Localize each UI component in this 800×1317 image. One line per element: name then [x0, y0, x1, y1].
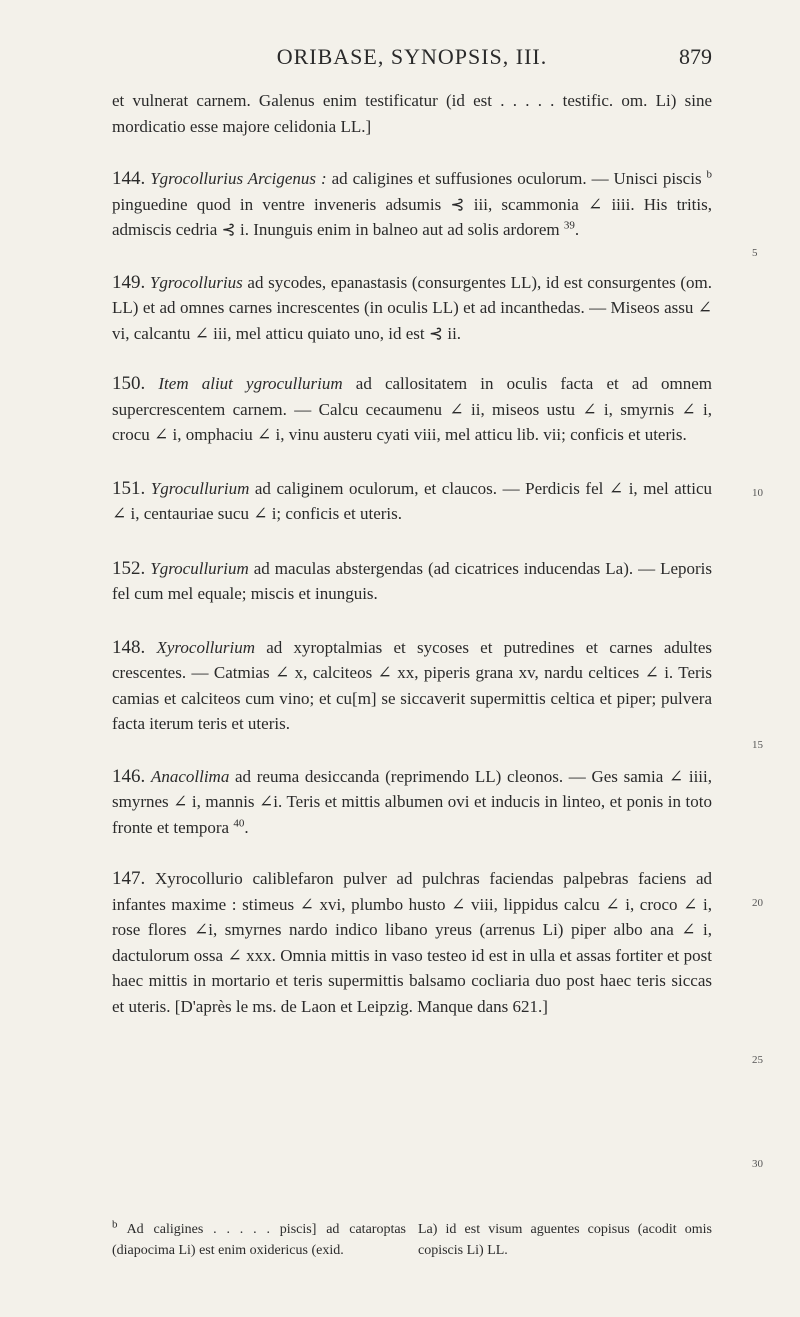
paragraph-text: Xyrocollurio caliblefaron pulver ad pulchras faciendas palpebras faciens ad infantes maxime : stimeus ∠ xvi, plumbo husto ∠ viii, lippidus calcu ∠ i, croco ∠ i, rose flores ∠i, smyrnes nardo indico libano yreus (arrenus Li) piper albo ana ∠ i, dactulorum ossa ∠ xxx. Omnia mittis in vaso testeo id est in ulla et assas fortiter et post haec mittis in mortario et teris supermittis balsamo cocliaria duo post haec teris siccas et uteris. [D'après le ms. de Laon et Leipzig. Manque dans 621.]	[112, 869, 712, 1016]
paragraph-continuation	[112, 88, 712, 139]
note-reference: 40	[233, 816, 245, 829]
recipe-title: Ygrocollurius Arcigenus :	[150, 169, 327, 188]
footnote-column	[112, 1219, 406, 1261]
paragraph-number: 148.	[112, 636, 146, 658]
footnote-text: Ad caligines . . . . . piscis] ad cataroptas (diapocima Li) est enim oxidericus (exid.	[112, 1222, 406, 1258]
paragraph-text: ad xyroptalmias et sycoses et putredines et carnes adultes crescentes. — Catmias ∠ x, calciteos ∠ xx, piperis grana xv, nardu celtices ∠ i. Teris camias et calciteos cum vino; et cu[m] se siccaverit supermittis celtica et piper; pulvera facta iterum teris et uteris.	[112, 637, 712, 733]
running-head	[112, 44, 712, 74]
recipe-title: Ygrocollurius	[149, 272, 243, 292]
paragraph-text: .	[244, 817, 249, 837]
paragraph-152	[112, 556, 712, 607]
recipe-title: Ygrocullurium	[150, 558, 249, 578]
main-text	[112, 88, 712, 1019]
paragraph-150	[112, 371, 712, 448]
line-number: 30	[752, 1158, 763, 1170]
footnote-text: La) id est visum aguentes copisus (acodit omis copiscis Li) LL.	[418, 1222, 712, 1258]
paragraph-146	[112, 764, 712, 841]
paragraph-number: 144.	[112, 168, 146, 189]
paragraph-text: ad maculas abstergendas (ad cicatrices inducendas La). — Leporis fel cum mel equale; miscis et inunguis.	[112, 558, 712, 603]
paragraph-number: 150.	[112, 373, 146, 394]
footnote-column	[418, 1219, 712, 1261]
paragraph-number: 146.	[112, 765, 146, 787]
recipe-title: Item aliut ygrocullurium	[158, 374, 343, 393]
paragraph-149	[112, 270, 712, 347]
recipe-title: Ygrocullurium	[150, 478, 250, 498]
paragraph-text: ad reuma desiccanda (reprimendo LL) cleonos. — Ges samia ∠ iiii, smyrnes ∠ i, mannis ∠i. Teris et mittis albumen ovi et inducis in linteo, et ponis in toto fronte et tempora	[112, 766, 712, 837]
paragraph-number: 147.	[112, 868, 146, 889]
paragraph-147	[112, 866, 712, 1019]
recipe-title: Anacollima	[150, 766, 230, 786]
paragraph-text: pinguedine quod in ventre inveneris adsumis ⊰ iii, scammonia ∠ iiii. His tritis, admiscis cedria ⊰ i. Inunguis enim in balneo aut ad solis ardorem	[112, 194, 712, 239]
note-reference: 39	[563, 219, 575, 232]
line-number: 15	[752, 739, 763, 751]
paragraph-number: 149.	[112, 271, 146, 293]
paragraph-text: ad sycodes, epanastasis (consurgentes LL), id est consurgentes (om. LL) et ad omnes carnes increscentes (in oculis LL) et ad incanthedas. — Miseos assu ∠ vi, calcantu ∠ iii, mel atticu quiato uno, id est ⊰ ii.	[112, 272, 712, 343]
page-header-title: ORIBASE, SYNOPSIS, III.	[276, 44, 548, 69]
paragraph-text: et vulnerat carnem. Galenus enim testificatur (id est . . . . . testific. om. Li) sine mordicatio esse majore celidonia LL.]	[112, 91, 712, 136]
page-number: 879	[679, 44, 712, 69]
paragraph-text: ad caligines et suffusiones oculorum. — Unisci piscis	[326, 169, 707, 188]
paragraph-text: ad caliginem oculorum, et claucos. — Perdicis fel ∠ i, mel atticu ∠ i, centauriae sucu ∠ i; conficis et uteris.	[112, 478, 713, 523]
paragraph-text: ad callositatem in oculis facta et ad omnem supercrescentem carnem. — Calcu cecaumenu ∠ ii, miseos ustu ∠ i, smyrnis ∠ i, crocu ∠ i, omphaciu ∠ i, vinu austeru cyati viii, mel atticu lib. vii; conficis et uteris.	[112, 374, 713, 444]
paragraph-148	[112, 635, 712, 737]
footnote-reference: b	[706, 168, 713, 181]
line-number: 25	[752, 1054, 763, 1066]
footnote	[112, 1219, 712, 1261]
paragraph-144	[112, 166, 712, 243]
paragraph-number: 152.	[112, 557, 146, 579]
paragraph-text: .	[574, 220, 580, 239]
recipe-title: Xyrocollurium	[156, 637, 256, 657]
line-number: 20	[752, 897, 763, 909]
paragraph-151	[112, 476, 712, 527]
footnote-marker: b	[112, 1218, 118, 1231]
paragraph-number: 151.	[112, 477, 146, 499]
line-number: 5	[752, 247, 758, 259]
line-number: 10	[752, 487, 763, 499]
